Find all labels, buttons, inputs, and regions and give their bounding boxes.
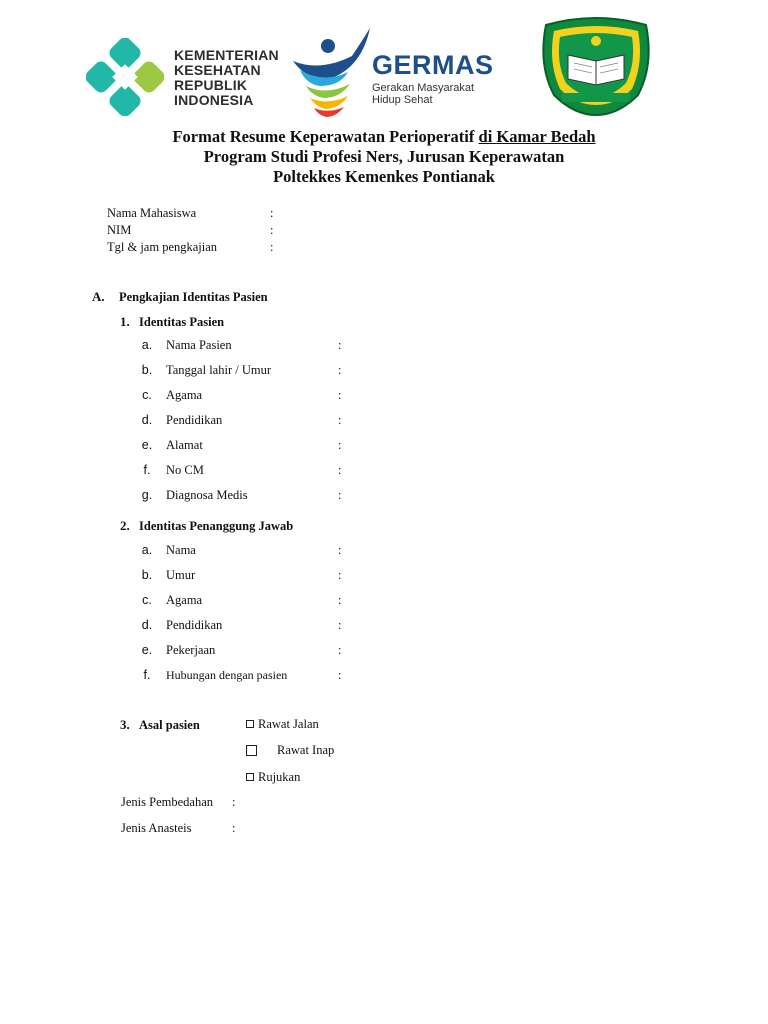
item-letter: f. [143, 463, 151, 477]
poltekkes-emblem [538, 15, 654, 117]
sub1-heading [120, 314, 224, 330]
poltekkes-emblem-icon [538, 15, 654, 117]
item-colon: : [338, 463, 342, 477]
list-item [140, 668, 360, 693]
section-a-marker: A. [92, 289, 105, 304]
sub2-title: Identitas Penanggung Jawab [139, 519, 294, 533]
item-colon: : [338, 618, 342, 632]
meta-colon: : [270, 223, 274, 237]
kemenkes-line-1: KEMENTERIAN [174, 47, 279, 63]
item-label: Umur [166, 568, 196, 582]
field-colon: : [232, 795, 236, 809]
germas-sub-line-2: Hidup Sehat [372, 94, 433, 106]
germas-word: GERMAS [372, 50, 494, 80]
option-rawat-jalan[interactable] [246, 717, 319, 732]
item-colon: : [338, 363, 342, 377]
item-colon: : [338, 668, 342, 682]
list-item [140, 388, 360, 413]
checkbox-rawat-inap[interactable] [246, 745, 257, 756]
list-item [140, 618, 360, 643]
section-a-heading [92, 289, 268, 305]
item-colon: : [338, 543, 342, 557]
item-colon: : [338, 568, 342, 582]
item-letter: a. [141, 338, 153, 352]
field-label: Jenis Pembedahan [121, 795, 213, 809]
list-item [140, 568, 360, 593]
sub3-marker: 3. [120, 717, 130, 732]
item-letter: a. [141, 543, 153, 557]
germas-logo [290, 26, 505, 118]
item-colon: : [338, 643, 342, 657]
item-letter: b. [141, 568, 153, 582]
list-item [140, 543, 360, 568]
document-title-line-3: Poltekkes Kemenkes Pontianak [273, 167, 495, 186]
item-label: Agama [166, 593, 203, 607]
item-label: Pendidikan [166, 618, 223, 632]
list-item [140, 438, 360, 463]
sub3-heading [120, 717, 200, 733]
sub2-heading [120, 518, 293, 534]
germas-figure-icon [290, 26, 372, 118]
list-item [140, 643, 360, 668]
title-main: Format Resume Keperawatan Perioperatif [172, 127, 475, 146]
item-label: Alamat [166, 438, 203, 452]
list-item [140, 463, 360, 488]
document-title-line-1 [0, 127, 768, 147]
meta-label-nama: Nama Mahasiswa [107, 206, 197, 220]
list-item [140, 338, 360, 363]
item-colon: : [338, 388, 342, 402]
kemenkes-logo [86, 38, 279, 118]
option-label: Rawat Inap [277, 743, 335, 757]
germas-sub-line-1: Gerakan Masyarakat [372, 82, 475, 94]
option-rujukan[interactable] [246, 770, 300, 785]
option-rawat-inap[interactable] [246, 743, 334, 758]
list-item [140, 488, 360, 513]
sub2-list [140, 543, 360, 693]
item-label: Nama [166, 543, 196, 557]
item-label: Pendidikan [166, 413, 223, 427]
sub1-list [140, 338, 360, 513]
sub3-title: Asal pasien [139, 718, 200, 732]
kemenkes-emblem-icon [86, 38, 164, 116]
title-underlined: di Kamar Bedah [478, 127, 596, 146]
item-colon: : [338, 438, 342, 452]
item-letter: f. [143, 668, 151, 682]
item-colon: : [338, 338, 342, 352]
item-label: Diagnosa Medis [166, 488, 248, 502]
option-label: Rujukan [258, 770, 301, 784]
item-label: No CM [166, 463, 204, 477]
item-letter: c. [142, 593, 152, 607]
field-jenis-anasteis [121, 821, 321, 836]
field-jenis-pembedahan [121, 795, 321, 810]
sub2-marker: 2. [120, 518, 130, 533]
meta-label-nim: NIM [107, 223, 132, 237]
item-letter: b. [141, 363, 153, 377]
item-letter: d. [141, 618, 153, 632]
meta-colon: : [270, 206, 274, 220]
kemenkes-line-2: KESEHATAN [174, 62, 261, 78]
list-item [140, 413, 360, 438]
kemenkes-line-3: REPUBLIK [174, 77, 248, 93]
list-item [140, 363, 360, 388]
kemenkes-line-4: INDONESIA [174, 92, 254, 108]
item-letter: e. [141, 438, 153, 452]
sub1-marker: 1. [120, 314, 130, 329]
meta-label-tgl: Tgl & jam pengkajian [107, 240, 218, 254]
field-colon: : [232, 821, 236, 835]
meta-colon: : [270, 240, 274, 254]
list-item [140, 593, 360, 618]
item-label: Hubungan dengan pasien [166, 668, 288, 682]
option-label: Rawat Jalan [258, 717, 319, 731]
meta-block [107, 205, 307, 256]
checkbox-rawat-jalan[interactable] [246, 720, 254, 728]
item-label: Pekerjaan [166, 643, 216, 657]
item-letter: g. [141, 488, 153, 502]
sub1-title: Identitas Pasien [139, 315, 225, 329]
item-label: Agama [166, 388, 203, 402]
item-colon: : [338, 593, 342, 607]
item-label: Nama Pasien [166, 338, 232, 352]
field-label: Jenis Anasteis [121, 821, 192, 835]
section-a-title: Pengkajian Identitas Pasien [119, 290, 268, 304]
item-letter: c. [142, 388, 152, 402]
item-letter: d. [141, 413, 153, 427]
item-letter: e. [141, 643, 153, 657]
document-title-line-2: Program Studi Profesi Ners, Jurusan Keperawatan [203, 147, 565, 166]
checkbox-rujukan[interactable] [246, 773, 254, 781]
item-colon: : [338, 488, 342, 502]
item-label: Tanggal lahir / Umur [166, 363, 271, 377]
item-colon: : [338, 413, 342, 427]
